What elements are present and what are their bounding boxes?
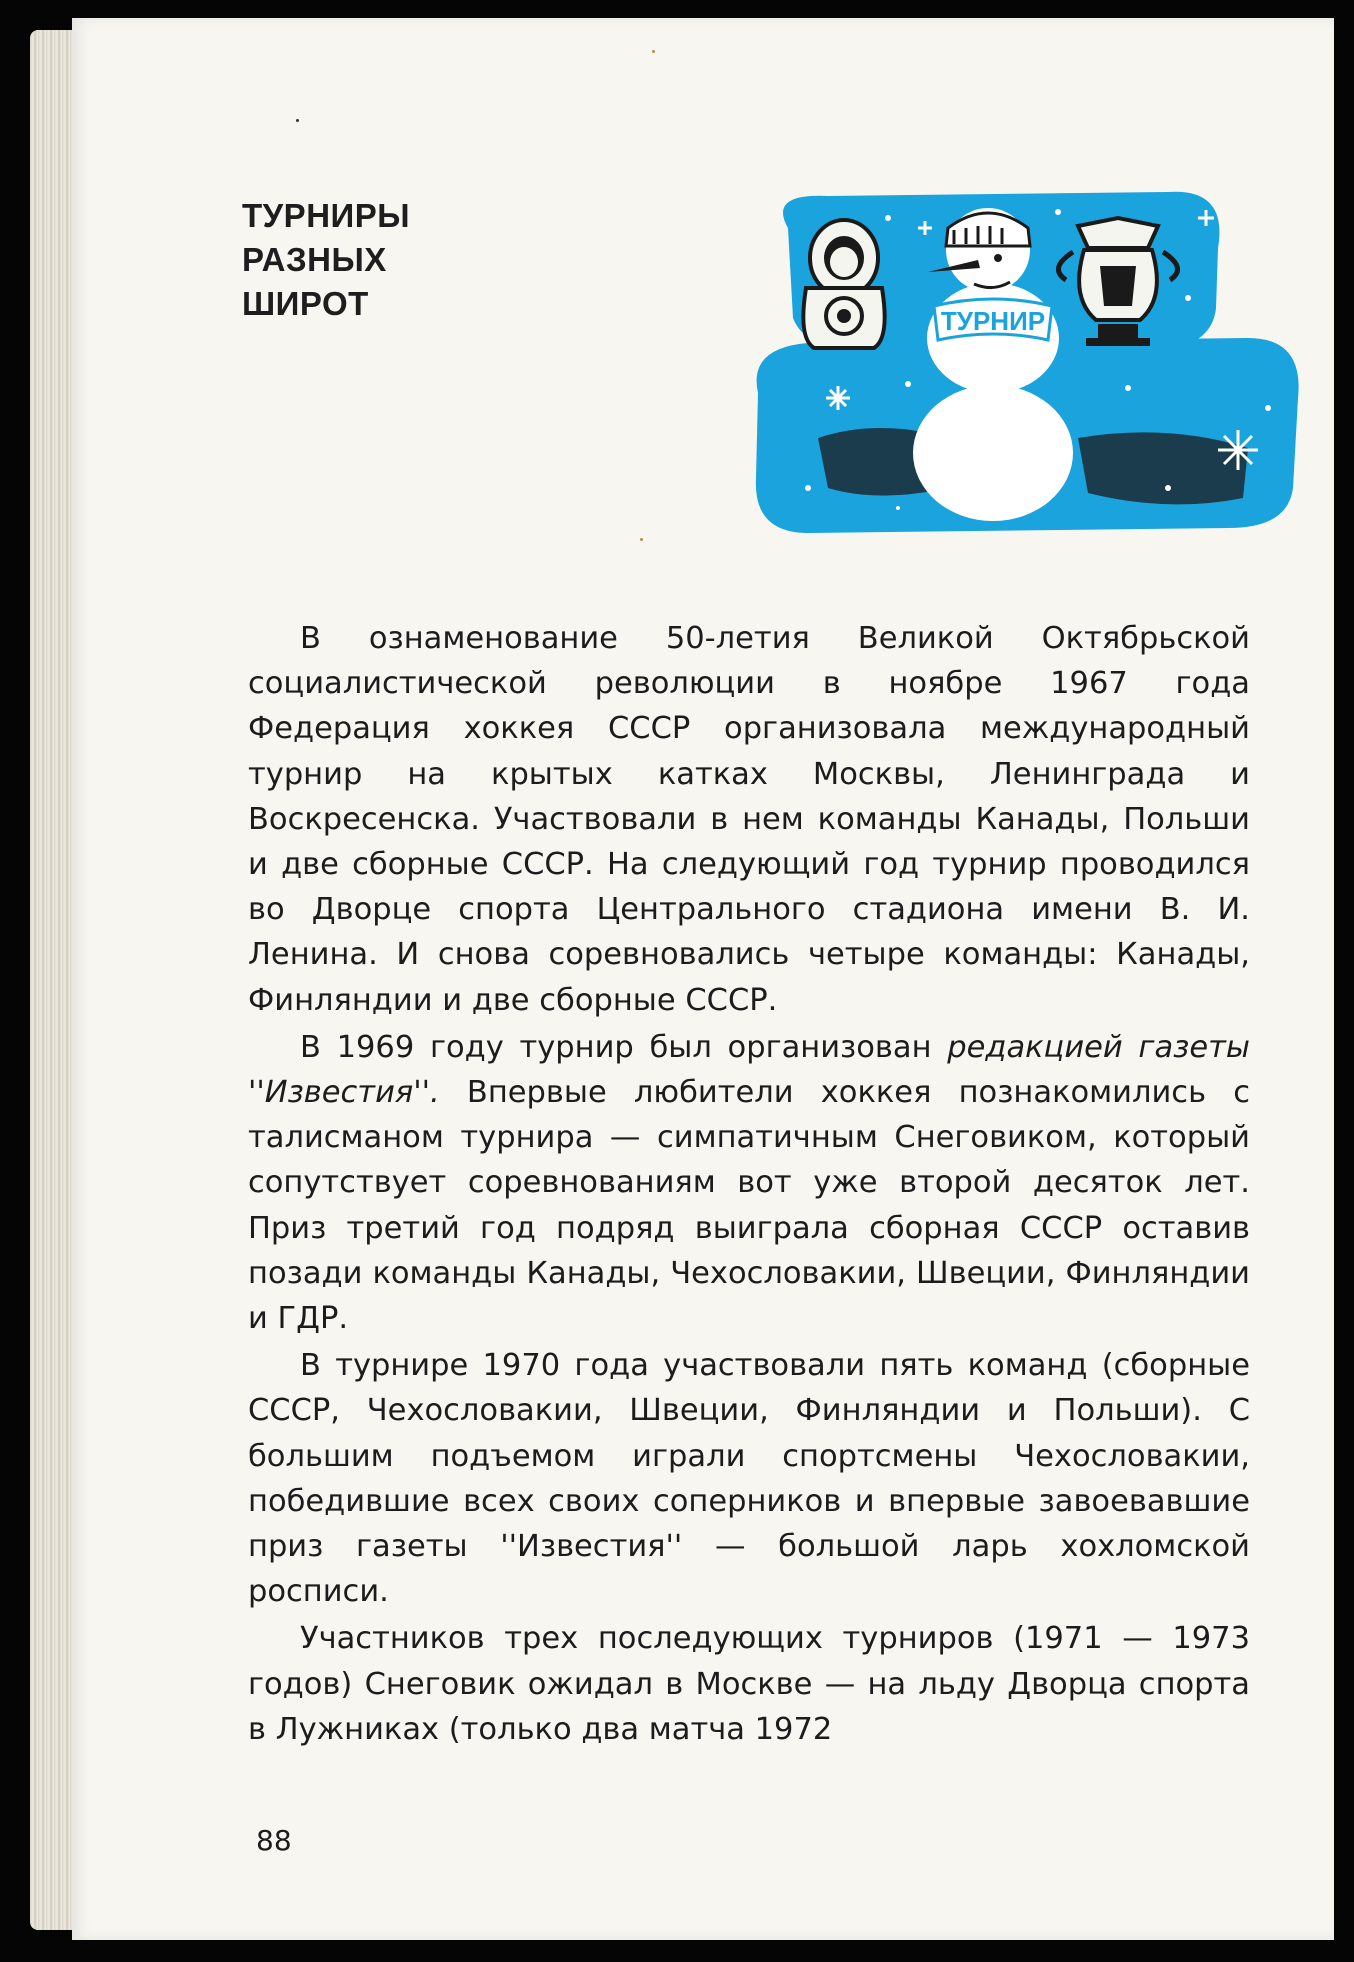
chapter-title-line: РАЗНЫХ — [242, 241, 387, 278]
paragraph — [248, 616, 1250, 1023]
chapter-title — [242, 194, 410, 326]
paragraph — [248, 1343, 1250, 1614]
paragraph-text: В 1969 году турнир был организован — [300, 1029, 948, 1065]
chapter-title-line: ШИРОТ — [242, 285, 369, 322]
paragraph-text: Участников трех последующих турниров (1971 — 1973 годов) Снеговик ожидал в Москве — на льду Дворца спорта в Лужниках (только два матча 1972 — [248, 1621, 1250, 1747]
page-number: 88 — [256, 1824, 292, 1857]
paragraph — [248, 1616, 1250, 1752]
emphasis-text: редакцией газеты ''Известия''. — [248, 1029, 1250, 1111]
paragraph-text: В турнире 1970 года участвовали пять команд (сборные СССР, Чехословакии, Швеции, Финляндии и Польши). С большим подъемом играли спортсмены Чехословакии, победившие всех своих соперников и впервые завоевавшие приз газеты ''Известия'' — большой ларь хохломской росписи. — [248, 1348, 1250, 1610]
paper-speck — [652, 50, 655, 53]
tournament-banner — [934, 299, 1052, 340]
chapter-title-line: ТУРНИРЫ — [242, 197, 411, 234]
book-page — [72, 18, 1334, 1940]
paper-speck — [640, 538, 643, 541]
paper-speck — [296, 119, 299, 122]
ground-shadow — [1078, 432, 1248, 504]
banner-text: ТУРНИР — [940, 306, 1046, 336]
paragraph-text: В ознаменование 50-летия Великой Октябрьской социалистической революции в ноябре 1967 года Федерация хоккея СССР организовала международный турнир на крытых катках Москвы, Ленинграда и Воскресенска. Участвовали в нем команды Канады, Польши и две сборные СССР. На следующий год турнир проводился во Дворце спорта Центрального стадиона имени В. И. Ленина. И снова соревновались четыре команды: Канады, Финляндии и две сборные СССР. — [248, 621, 1250, 1018]
paragraph-text: Впервые любители хоккея познакомились с талисманом турнира — симпатичным Снеговиком, который сопутствует соревнованиям вот уже второй десяток лет. Приз третий год подряд выиграла сборная СССР оставив позади команды Канады, Чехословакии, Швеции, Финляндии и ГДР. — [248, 1075, 1250, 1337]
snowman-mascot-illustration — [748, 188, 1304, 548]
paragraph — [248, 1025, 1250, 1341]
article-body — [248, 616, 1250, 1752]
